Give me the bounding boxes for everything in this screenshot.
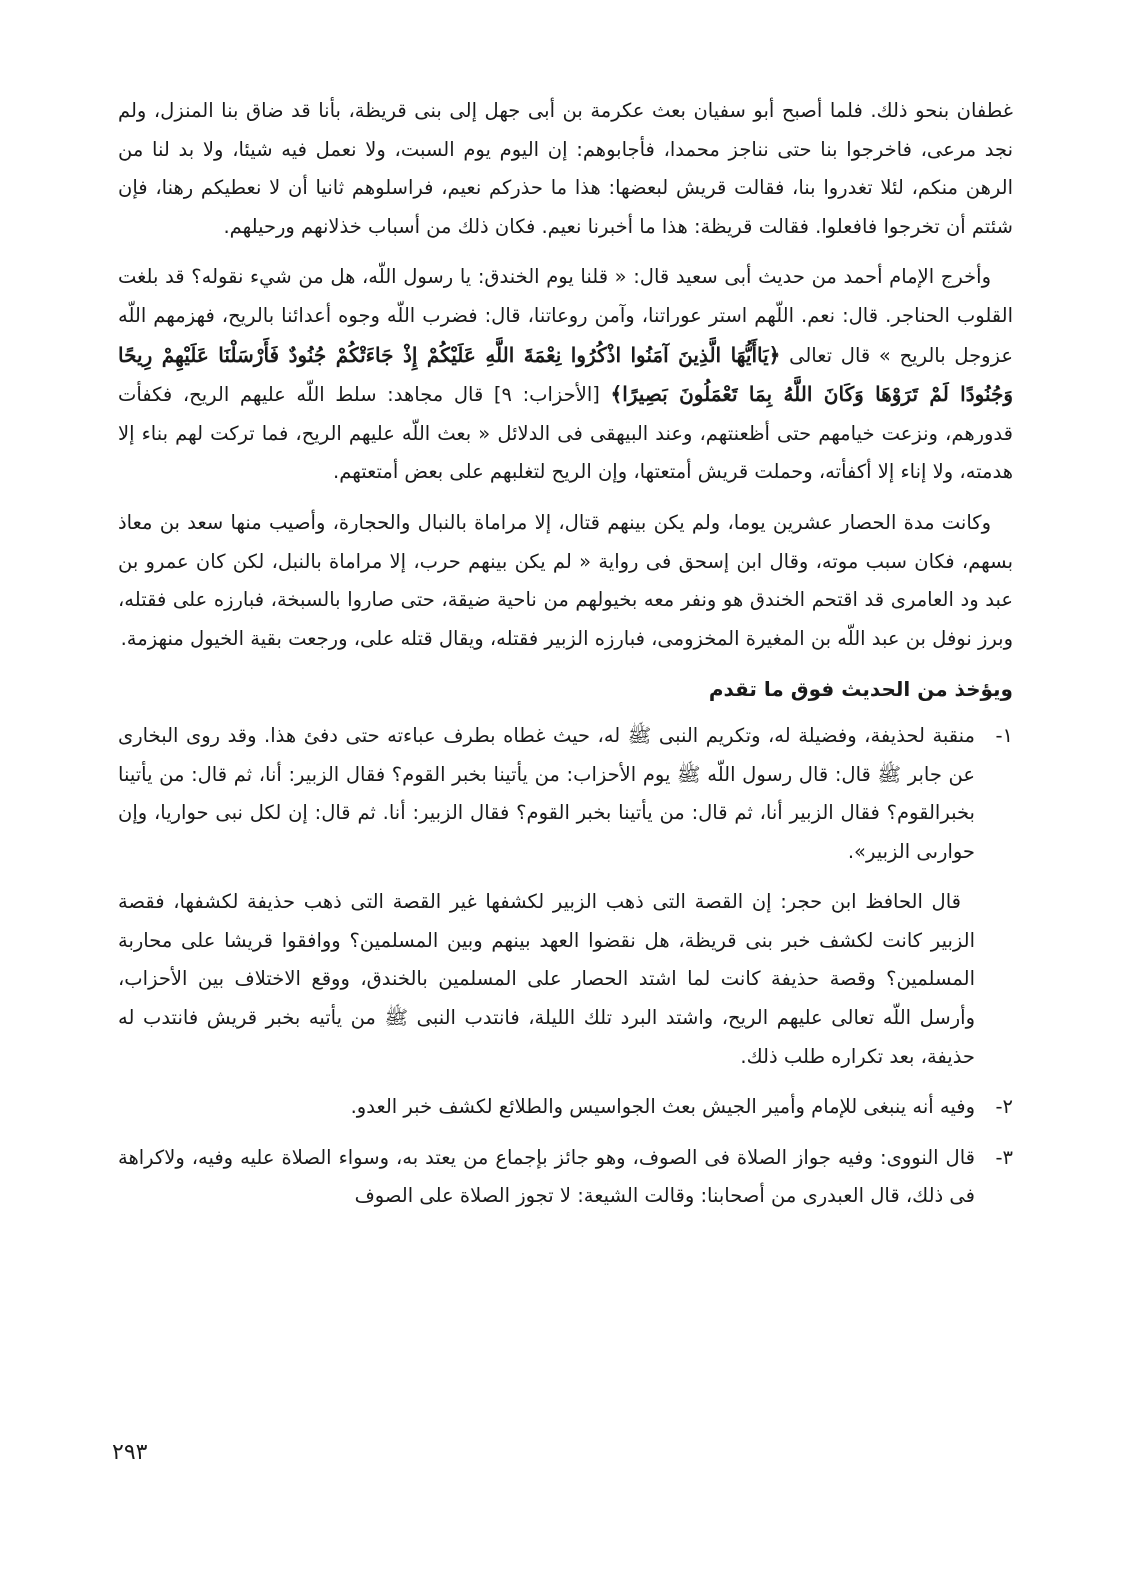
list-item-text: وفيه أنه ينبغى للإمام وأمير الجيش بعث الجواسيس والطلائع لكشف خبر العدو. (350, 1095, 975, 1119)
list-item (118, 717, 1013, 871)
list-item (118, 1088, 1013, 1127)
paragraph-2-part-b: [الأحزاب: ٩] قال مجاهد: سلط اللّه عليهم الريح، فكفأت قدورهم، ونزعت خيامهم حتى أظعنتهم، وعند البيهقى فى الدلائل « بعث اللّه عليهم الريح، فما تركت لهم بناء إلا هدمته، ولا إناء إلا أكفأته، وحملت قريش أمتعتها، وإن الريح لتغلبهم على بعض أمتعتهم. (118, 383, 1013, 484)
list-item (118, 1139, 1013, 1216)
list-item-number: ١- (995, 723, 1013, 747)
paragraph-2-part-a: وأخرج الإمام أحمد من حديث أبى سعيد قال: « قلنا يوم الخندق: يا رسول اللّه، هل من شيء نقوله؟ قد بلغت القلوب الحناجر. قال: نعم. اللّهم استر عوراتنا، وآمن روعاتنا، قال: فضرب اللّه وجوه أعدائنا بالريح، فهزمهم اللّه عزوجل بالريح » قال تعالى (118, 265, 1013, 367)
page-body (118, 92, 1013, 1228)
list-item-number: ٣- (995, 1145, 1013, 1169)
page-number: ٢٩٣ (112, 1440, 148, 1465)
paragraph-2 (118, 258, 1013, 492)
list-item-text: منقبة لحذيفة، وفضيلة له، وتكريم النبى ﷺ له، حيث غطاه بطرف عباءته حتى دفئ هذا. وقد روى البخارى عن جابر ﷺ قال: قال رسول اللّه ﷺ يوم الأحزاب: من يأتينا بخبر القوم؟ فقال الزبير: أنا، ثم قال: من يأتينا بخبرالقوم؟ فقال الزبير أنا، ثم قال: من يأتينا بخبر القوم؟ فقال الزبير: أنا. ثم قال: إن لكل نبى حواريا، وإن حوارىى الزبير». (118, 723, 975, 863)
section-heading: ويؤخذ من الحديث فوق ما تقدم (708, 677, 1013, 702)
list-item-continuation-text: قال الحافظ ابن حجر: إن القصة التى ذهب الزبير لكشفها غير القصة التى ذهب حذيفة لكشفها، فقصة الزبير كانت لكشف خبر بنى قريظة، هل نقضوا العهد بينهم وبين المسلمين؟ ووافقوا قريشا على محاربة المسلمين؟ وقصة حذيفة كانت لما اشتد الحصار على المسلمين بالخندق، ووقع الاختلاف بين الأحزاب، وأرسل اللّه تعالى عليهم الريح، واشتد البرد تلك الليلة، فانتدب النبى ﷺ من يأتيه بخبر قريش فانتدب له حذيفة، بعد تكراره طلب ذلك. (118, 890, 975, 1068)
list-item-text: قال النووى: وفيه جواز الصلاة فى الصوف، وهو جائز بإجماع من يعتد به، وسواء الصلاة عليه وفيه، ولاكراهة فى ذلك، قال العبدرى من أصحابنا: وقالت الشيعة: لا تجوز الصلاة على الصوف (118, 1145, 975, 1208)
quran-verse: ﴿يَاأَيُّهَا الَّذِينَ آمَنُوا اذْكُرُوا نِعْمَةَ اللَّهِ عَلَيْكُمْ إِذْ جَاءَتْكُمْ جُنُودٌ فَأَرْسَلْنَا عَلَيْهِمْ رِيحًا وَجُنُودًا لَمْ تَرَوْهَا وَكَانَ اللَّهُ بِمَا تَعْمَلُونَ بَصِيرًا﴾ (118, 342, 1014, 407)
paragraph-1: غطفان بنحو ذلك. فلما أصبح أبو سفيان بعث عكرمة بن أبى جهل إلى بنى قريظة، بأنا قد ضاق بنا المنزل، ولم نجد مرعى، فاخرجوا بنا حتى نناجز محمدا، فأجابوهم: إن اليوم يوم السبت، ولا نعمل فيه شيئا، ولا بد لنا من الرهن منكم، لئلا تغدروا بنا، فقالت قريش لبعضها: هذا ما حذركم نعيم، فراسلوهم ثانيا أن لا نعطيكم رهنا، فإن شئتم أن تخرجوا فافعلوا. فقالت قريظة: هذا ما أخبرنا نعيم. فكان ذلك من أسباب خذلانهم ورحيلهم. (118, 99, 1013, 238)
paragraph-3: وكانت مدة الحصار عشرين يوما، ولم يكن بينهم قتال، إلا مراماة بالنبال والحجارة، وأصيب منها سعد بن معاذ بسهم، فكان سبب موته، وقال ابن إسحق فى رواية « لم يكن بينهم حرب، إلا مراماة بالنبل، لكن كان عمرو بن عبد ود العامرى قد اقتحم الخندق هو ونفر معه بخيولهم من ناحية ضيقة، حتى صاروا بالسبخة، فبارزه على فقتله، وبرز نوفل بن عبد اللّه بن المغيرة المخزومى، فبارزه الزبير فقتله، ويقال قتله على، ورجعت بقية الخيول منهزمة. (118, 510, 1013, 650)
list-item-continuation (118, 883, 1013, 1076)
list-item-number: ٢- (995, 1095, 1013, 1119)
